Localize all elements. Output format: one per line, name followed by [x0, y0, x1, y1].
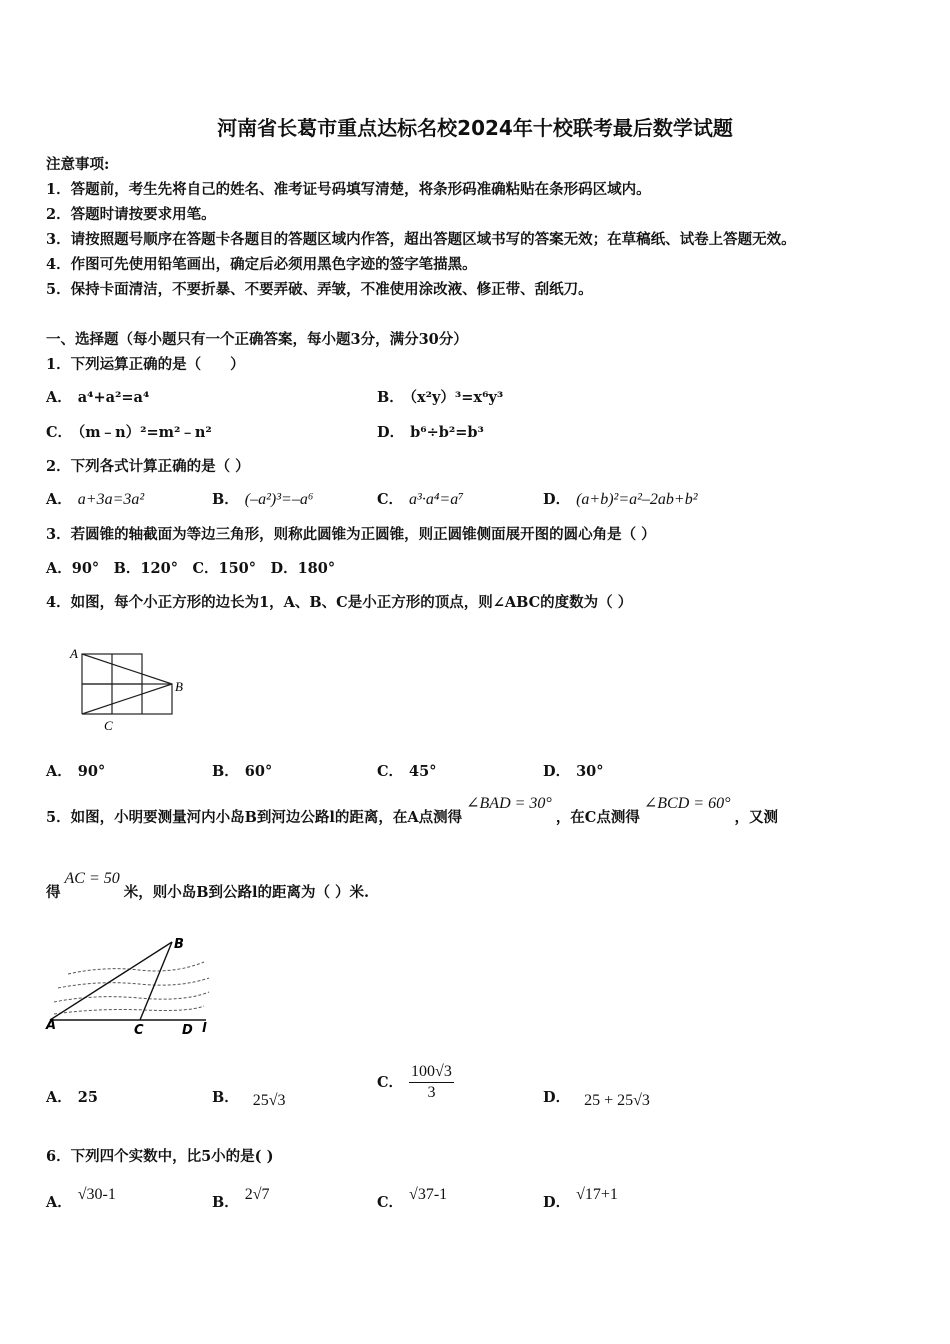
option-label: C． [46, 424, 73, 441]
q4-option-b[interactable] [212, 760, 272, 781]
option-label: C． [377, 1073, 404, 1091]
option-text: 2√7 [244, 1186, 270, 1203]
option-text: （m﹣n）²=m²﹣n² [78, 424, 212, 441]
q4-option-a[interactable] [46, 760, 105, 781]
option-text: 30° [576, 763, 604, 780]
option-label: D． [543, 1089, 571, 1106]
fig-label-l: l [202, 1021, 207, 1036]
fraction-numerator: 100√3 [409, 1062, 454, 1083]
stem-text: ，又测 [734, 809, 778, 826]
question-4-stem: 4．如图，每个小正方形的边长为1，A、B、C是小正方形的顶点，则∠ABC的度数为（ ） [46, 594, 633, 611]
option-text: 25 + 25√3 [584, 1092, 650, 1109]
option-text: √30-1 [77, 1186, 116, 1203]
fraction-denominator: 3 [427, 1084, 436, 1101]
note-item: 1．答题前，考生先将自己的姓名、准考证号码填写清楚，将条形码准确粘贴在条形码区域内。 [46, 181, 651, 198]
question-3-stem: 3．若圆锥的轴截面为等边三角形，则称此圆锥为正圆锥，则正圆锥侧面展开图的圆心角是（ ） [46, 526, 656, 543]
question-5-stem [46, 795, 778, 827]
option-label: D． [377, 424, 405, 441]
note-item: 3．请按照题号顺序在答题卡各题目的答题区域内作答，超出答题区域书写的答案无效；在草稿纸、试卷上答题无效。 [46, 231, 796, 248]
angle-bad: ∠BAD = 30° [466, 795, 552, 812]
notes-heading: 注意事项: [46, 156, 110, 173]
q5-option-c[interactable] [377, 1062, 454, 1103]
q2-option-d[interactable] [543, 488, 698, 509]
option-text: a³·a⁴=a⁷ [409, 491, 464, 508]
q5-option-a[interactable] [46, 1086, 98, 1107]
option-fraction [409, 1062, 454, 1103]
q1-option-c[interactable] [46, 421, 212, 442]
note-item: 4．作图可先使用铅笔画出，确定后必须用黑色字迹的签字笔描黑。 [46, 256, 477, 273]
option-text: √17+1 [576, 1186, 618, 1203]
option-label: A． [46, 389, 72, 406]
section-heading: 一、选择题（每小题只有一个正确答案，每小题3分，满分30分） [46, 331, 468, 348]
note-item: 5．保持卡面清洁，不要折暴、不要弄破、弄皱，不准使用涂改液、修正带、刮纸刀。 [46, 281, 593, 298]
q2-option-b[interactable] [212, 488, 313, 509]
q2-option-c[interactable] [377, 488, 464, 509]
option-label: B． [212, 763, 239, 780]
length-ac: AC = 50 [64, 870, 120, 887]
option-label: A． [46, 1089, 72, 1106]
question-2-stem: 2．下列各式计算正确的是（ ） [46, 458, 250, 475]
option-label: B． [212, 1089, 239, 1106]
stem-text: ，在C点测得 [555, 809, 640, 826]
option-text: √37-1 [409, 1186, 448, 1203]
option-label: D． [543, 491, 571, 508]
q3-options[interactable]: A．90° B．120° C．150° D．180° [46, 560, 336, 577]
option-label: D． [543, 1194, 571, 1211]
q5-option-b[interactable] [212, 1086, 286, 1107]
option-text: 90° [77, 763, 106, 780]
option-text: 25√3 [252, 1092, 286, 1109]
q1-option-a[interactable] [46, 386, 149, 407]
option-text: (a+b)²=a²–2ab+b² [576, 491, 698, 508]
option-label: C． [377, 491, 404, 508]
q6-option-d[interactable] [543, 1186, 618, 1212]
fig-label-b: B [175, 679, 183, 694]
question-1-stem: 1．下列运算正确的是（ ） [46, 356, 245, 373]
option-text: （x²y）³=x⁶y³ [409, 389, 504, 406]
question-5-stem-line2 [46, 870, 370, 902]
option-text: a+3a=3a² [77, 491, 145, 508]
q6-option-a[interactable] [46, 1186, 116, 1212]
option-label: A． [46, 491, 72, 508]
q1-option-b[interactable] [377, 386, 503, 407]
page-title: 河南省长葛市重点达标名校2024年十校联考最后数学试题 [217, 116, 733, 140]
angle-bcd: ∠BCD = 60° [643, 795, 731, 812]
option-text: a⁴+a²=a⁴ [77, 389, 150, 406]
question-6-stem: 6．下列四个实数中，比5小的是( ) [46, 1148, 274, 1165]
option-label: B． [377, 389, 404, 406]
stem-text: 米，则小岛B到公路l的距离为（ ）米. [123, 884, 370, 901]
fig-label-c: C [134, 1023, 144, 1038]
option-text: 60° [244, 763, 273, 780]
q4-grid-figure [64, 642, 194, 734]
option-text: 45° [409, 763, 437, 780]
fig-label-a: A [46, 1018, 57, 1033]
fig-label-c: C [104, 718, 113, 733]
option-label: D． [543, 763, 571, 780]
option-label: C． [377, 1194, 404, 1211]
stem-text: 5．如图，小明要测量河内小岛B到河边公路l的距离，在A点测得 [46, 809, 463, 826]
fig-label-a: A [70, 646, 78, 661]
option-label: B． [212, 1194, 239, 1211]
note-item: 2．答题时请按要求用笔。 [46, 206, 216, 223]
option-label: C． [377, 763, 404, 780]
q6-option-c[interactable] [377, 1186, 448, 1212]
fig-label-b: B [174, 937, 184, 952]
stem-text: 得 [46, 884, 61, 901]
q1-option-d[interactable] [377, 421, 484, 442]
q4-option-d[interactable] [543, 760, 604, 781]
fig-label-d: D [182, 1023, 193, 1038]
option-label: A． [46, 763, 72, 780]
q5-option-d[interactable] [543, 1086, 650, 1107]
q4-option-c[interactable] [377, 760, 436, 781]
q6-option-b[interactable] [212, 1186, 270, 1212]
option-label: A． [46, 1194, 72, 1211]
option-text: b⁶÷b²=b³ [410, 424, 484, 441]
q5-river-figure [44, 932, 219, 1038]
option-text: (–a²)³=–a⁶ [244, 491, 314, 508]
q2-option-a[interactable] [46, 488, 144, 509]
option-label: B． [212, 491, 239, 508]
option-text: 25 [77, 1089, 98, 1106]
